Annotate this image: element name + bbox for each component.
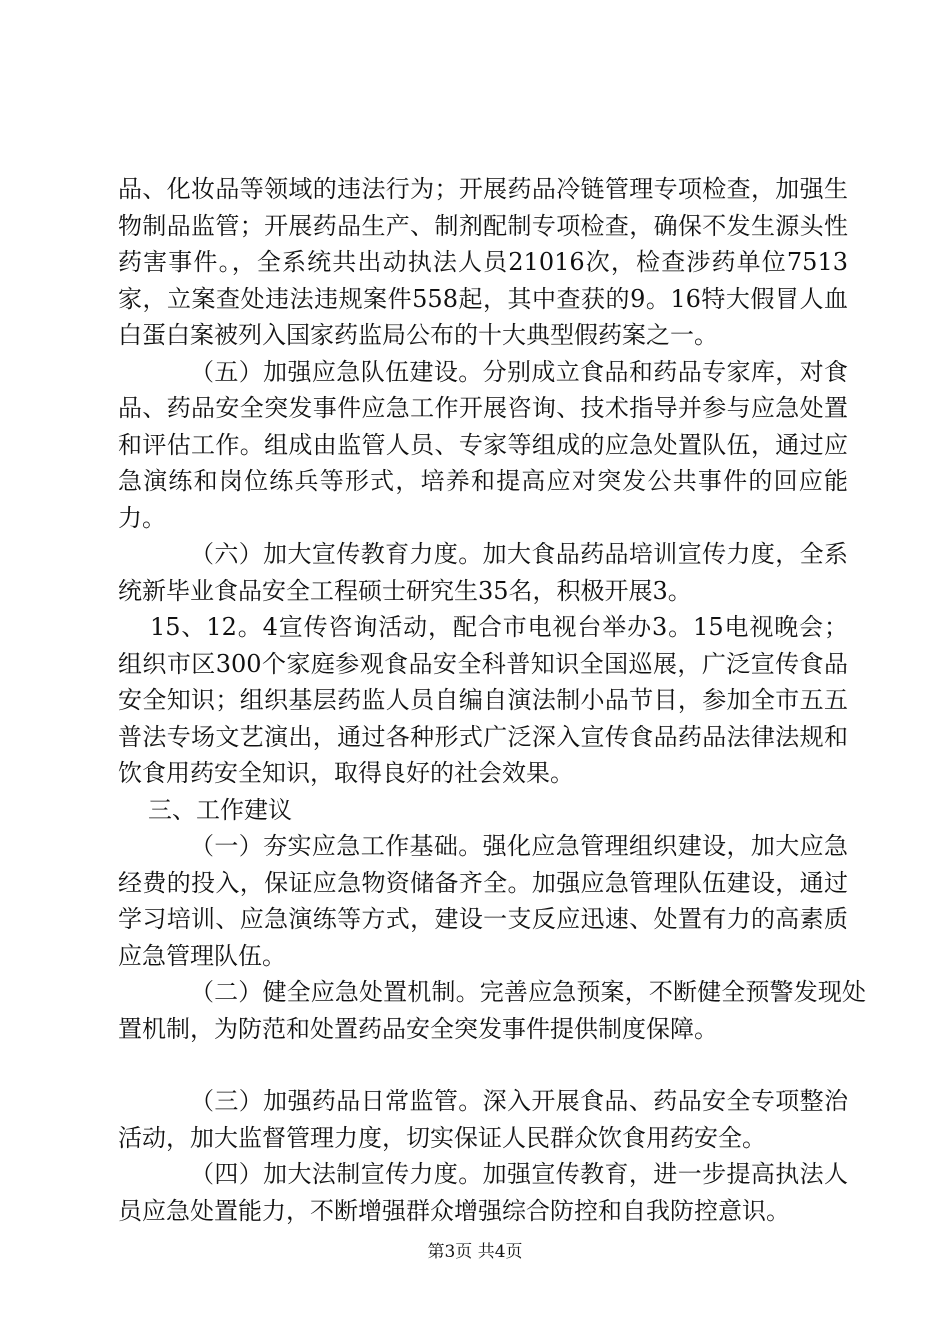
paragraph-emergency-team: （五）加强应急队伍建设。分别成立食品和药品专家库，对食品、药品安全突发事件应急工作开展咨询、技术指导并参与应急处置和评估工作。组成由监管人员、专家等组成的应急处置队伍，通过应急演练和岗位练兵等形式，培养和提高应对突发公共事件的回应能力。 — [118, 357, 848, 532]
paragraph-gap — [118, 1047, 848, 1083]
paragraph-suggestion-2: （二）健全应急处置机制。完善应急预案，不断健全预警发现处置机制，为防范和处置药品安全突发事件提供制度保障。 — [118, 978, 866, 1043]
paragraph-publicity-activities: 15、12。4宣传咨询活动，配合市电视台举办3。15电视晚会；组织市区300个家庭参观食品安全科普知识全国巡展，广泛宣传食品安全知识；组织基层药监人员自编自演法制小品节目，参加全市五五普法专场文艺演出，通过各种形式广泛深入宣传食品药品法律法规和饮食用药安全知识，取得良好的社会效果。 — [118, 613, 848, 787]
document-body — [118, 171, 866, 1229]
section-heading-work-suggestions: 三、工作建议 — [148, 795, 292, 824]
paragraph-suggestion-1: （一）夯实应急工作基础。强化应急管理组织建设，加大应急经费的投入，保证应急物资储备齐全。加强应急管理队伍建设，通过学习培训、应急演练等方式，建设一支反应迅速、处置有力的高素质应急管理队伍。 — [118, 832, 848, 970]
paragraph-suggestion-3: （三）加强药品日常监管。深入开展食品、药品安全专项整治活动，加大监督管理力度，切实保证人民群众饮食用药安全。 — [118, 1087, 848, 1152]
paragraph-suggestion-4: （四）加大法制宣传力度。加强宣传教育，进一步提高执法人员应急处置能力，不断增强群众增强综合防控和自我防控意识。 — [118, 1160, 848, 1225]
page-footer: 第3页 共4页 — [427, 1242, 523, 1262]
paragraph-publicity-education: （六）加大宣传教育力度。加大食品药品培训宣传力度，全系统新毕业食品安全工程硕士研究生35名，积极开展3。 — [118, 540, 848, 605]
paragraph-enforcement-summary: 品、化妆品等领域的违法行为；开展药品冷链管理专项检查，加强生物制品监管；开展药品生产、制剂配制专项检查，确保不发生源头性药害事件。，全系统共出动执法人员21016次，检查涉药单位7513家，立案查处违法违规案件558起，其中查获的9。16特大假冒人血白蛋白案被列入国家药监局公布的十大典型假药案之一。 — [118, 175, 848, 349]
